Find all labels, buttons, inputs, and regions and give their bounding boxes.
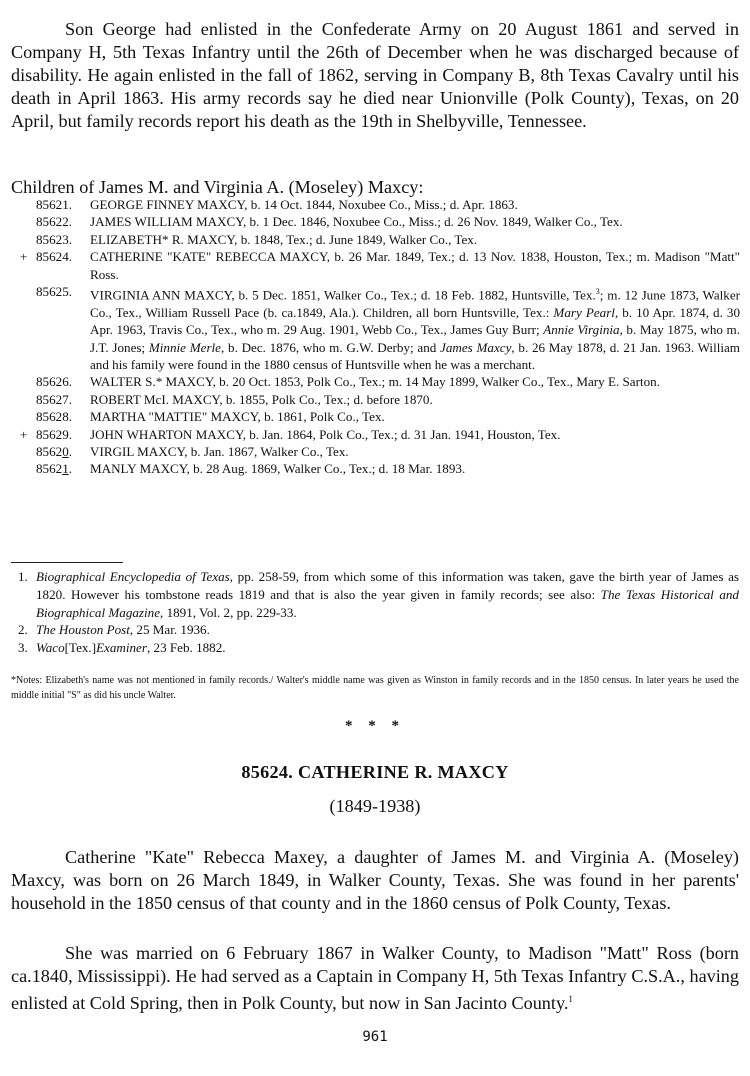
source-title: The Texas Historical and Biographical Magazine bbox=[36, 586, 739, 620]
notes: *Notes: Elizabeth's name was not mentioned in family records./ Walter's middle name was given as Winston in family records and in the 1850 census. In later years he used the middle initial "S" as did his uncle Walter. bbox=[11, 675, 739, 701]
child-text: ELIZABETH* R. MAXCY, b. 1848, Tex.; d. June 1849, Walker Co., Tex. bbox=[90, 231, 478, 247]
child-entry bbox=[14, 213, 740, 230]
footnote-text bbox=[36, 569, 739, 620]
footnote-ref: 1 bbox=[568, 994, 573, 1004]
footnote-text-part: , 1891, Vol. 2, pp. 229-33. bbox=[160, 604, 297, 620]
child-entry bbox=[14, 426, 740, 443]
child-text-part: , b. May 1875, who m. J.T. Jones; bbox=[90, 322, 740, 355]
child-text-part: ; m. 12 June 1873, Walker Co., Tex., William Russell Pace (b. ca.1849, Ala.). Children, all born Huntsville, Tex.: bbox=[90, 287, 741, 320]
child-entry bbox=[14, 408, 740, 425]
child-number bbox=[36, 443, 72, 460]
child-number-part: . bbox=[68, 461, 73, 477]
child-text: WALTER S.* MAXCY, b. 20 Oct. 1853, Polk Co., Tex.; m. 14 May 1899, Walker Co., Tex., Mary E. Sarton. bbox=[90, 374, 660, 390]
footnote-ref: 3 bbox=[595, 287, 600, 297]
child-text-part: , b. 10 Apr. 1874, d. 30 Apr. 1963, Travis Co., Tex., who m. 29 Aug. 1901, Webb Co., Tex., James Guy Burr; bbox=[90, 304, 740, 338]
child-text: VIRGIL MAXCY, b. Jan. 1867, Walker Co., Tex. bbox=[90, 444, 349, 460]
child-number: 85625. bbox=[36, 284, 73, 300]
child-text: JAMES WILLIAM MAXCY, b. 1 Dec. 1846, Noxubee Co., Miss.; d. 26 Nov. 1849, Walker Co., Tex. bbox=[90, 214, 623, 230]
child-entry bbox=[14, 231, 740, 248]
child-entry bbox=[14, 248, 740, 283]
child-number: 85629. bbox=[36, 426, 73, 442]
child-text-part: VIRGINIA ANN MAXCY, b. 5 Dec. 1851, Walker Co., Tex.; d. 18 Feb. 1882, Huntsville, Tex. bbox=[90, 287, 596, 303]
grandchild-name: Minnie Merle bbox=[148, 339, 221, 355]
footnote bbox=[11, 639, 739, 657]
intro-paragraph bbox=[11, 18, 739, 133]
child-number: 85627. bbox=[36, 391, 73, 407]
child-number-underlined: 1 bbox=[62, 461, 69, 477]
body-paragraph-text: She was married on 6 February 1867 in Walker County, to Madison "Matt" Ross (born ca.1840, Mississippi). He had served as a Captain in Company H, 5th Texas Infantry C.S.A., having enlisted at Cold Spring, then in Polk County, but now in San Jacinto County. bbox=[11, 943, 739, 1014]
child-number-part: . bbox=[68, 444, 73, 460]
child-text: MANLY MAXCY, b. 28 Aug. 1869, Walker Co., Tex.; d. 18 Mar. 1893. bbox=[90, 461, 466, 477]
child-entry bbox=[14, 283, 740, 373]
child-text: CATHERINE "KATE" REBECCA MAXCY, b. 26 Mar. 1849, Tex.; d. 13 Nov. 1838, Houston, Tex.; m. Madison "Matt" Ross. bbox=[90, 249, 740, 282]
section-title: 85624. CATHERINE R. MAXCY bbox=[241, 762, 509, 782]
section-years: (1849-1938) bbox=[329, 796, 421, 816]
footnote-text bbox=[36, 640, 226, 655]
grandchild-name: Annie Virginia bbox=[543, 322, 620, 338]
body-paragraph bbox=[11, 942, 739, 1015]
descendant-marker: + bbox=[20, 426, 28, 442]
child-number-part: 8562 bbox=[36, 461, 63, 477]
child-text-part: , b. Dec. 1876, who m. G.W. Derby; and bbox=[221, 339, 441, 355]
child-number: 85628. bbox=[36, 409, 73, 425]
child-number: 85622. bbox=[36, 214, 73, 230]
child-entry bbox=[14, 460, 740, 477]
section-separator: * * * bbox=[345, 718, 405, 734]
footnote-number: 3. bbox=[18, 640, 28, 656]
source-title: Waco bbox=[36, 640, 65, 656]
children-heading: Children of James M. and Virginia A. (Moseley) Maxcy: bbox=[11, 177, 424, 197]
child-text: ROBERT McI. MAXCY, b. 1855, Polk Co., Tex.; d. before 1870. bbox=[90, 391, 433, 407]
children-list bbox=[14, 196, 740, 478]
source-title: Examiner bbox=[96, 640, 147, 656]
child-number: 85623. bbox=[36, 231, 73, 247]
child-number: 85624. bbox=[36, 249, 73, 265]
descendant-marker: + bbox=[20, 249, 28, 265]
child-entry bbox=[14, 391, 740, 408]
grandchild-name: James Maxcy bbox=[440, 339, 512, 355]
footnote-text-part: , 25 Mar. 1936. bbox=[129, 622, 210, 638]
child-number: 85621. bbox=[36, 197, 73, 212]
child-text: MARTHA "MATTIE" MAXCY, b. 1861, Polk Co., Tex. bbox=[90, 409, 385, 425]
child-number: 85626. bbox=[36, 374, 73, 390]
child-number bbox=[36, 460, 72, 477]
child-text: GEORGE FINNEY MAXCY, b. 14 Oct. 1844, Noxubee Co., Miss.; d. Apr. 1863. bbox=[90, 197, 518, 212]
child-number-underlined: 0 bbox=[62, 444, 69, 460]
source-title: Biographical Encyclopedia of Texas bbox=[36, 569, 230, 584]
footnote-number: 1. bbox=[18, 569, 28, 584]
footnote-text-part: [Tex.] bbox=[64, 640, 97, 656]
footnote bbox=[11, 568, 739, 621]
body-paragraph-text: Catherine "Kate" Rebecca Maxey, a daughter of James M. and Virginia A. (Moseley) Maxcy, was born on 26 March 1849, in Walker County, Texas. She was found in her parents' household in the 1850 census of that county and in the 1860 census of Polk County, Texas. bbox=[11, 847, 739, 913]
footnote-text-part: , pp. 258-59, from which some of this information was taken, gave the birth year of James as 1820. However his tombstone reads 1819 and that is also the year given in family records; see also: bbox=[36, 569, 739, 602]
footnote-text bbox=[36, 622, 210, 637]
child-text bbox=[90, 283, 740, 373]
source-title: The Houston Post bbox=[36, 622, 130, 638]
child-entry bbox=[14, 373, 740, 390]
intro-paragraph-text: Son George had enlisted in the Confederate Army on 20 August 1861 and served in Company H, 5th Texas Infantry until the 26th of December when he was discharged because of disability. He again enlisted in the fall of 1862, serving in Company B, 8th Texas Cavalry until his death in April 1863. His army records say he died near Unionville (Polk County), Texas, on 20 April, but family records report his death as the 19th in Shelbyville, Tennessee. bbox=[11, 19, 739, 131]
child-entry bbox=[14, 196, 740, 213]
footnote-text-part: , 23 Feb. 1882. bbox=[146, 640, 226, 656]
child-number-part: 8562 bbox=[36, 444, 63, 460]
child-text: JOHN WHARTON MAXCY, b. Jan. 1864, Polk Co., Tex.; d. 31 Jan. 1941, Houston, Tex. bbox=[90, 426, 561, 442]
footnotes bbox=[11, 568, 739, 657]
grandchild-name: Mary Pearl bbox=[553, 304, 615, 320]
page-number: 961 bbox=[362, 1029, 388, 1045]
child-text-part: , b. 26 May 1878, d. 21 Jan. 1963. William and his family were found in the 1880 census of Huntsville when he was a merchant. bbox=[90, 339, 740, 373]
footnote-number: 2. bbox=[18, 622, 28, 638]
footnote bbox=[11, 621, 739, 639]
child-entry bbox=[14, 443, 740, 460]
footnote-divider bbox=[11, 562, 123, 563]
body-paragraph bbox=[11, 846, 739, 915]
